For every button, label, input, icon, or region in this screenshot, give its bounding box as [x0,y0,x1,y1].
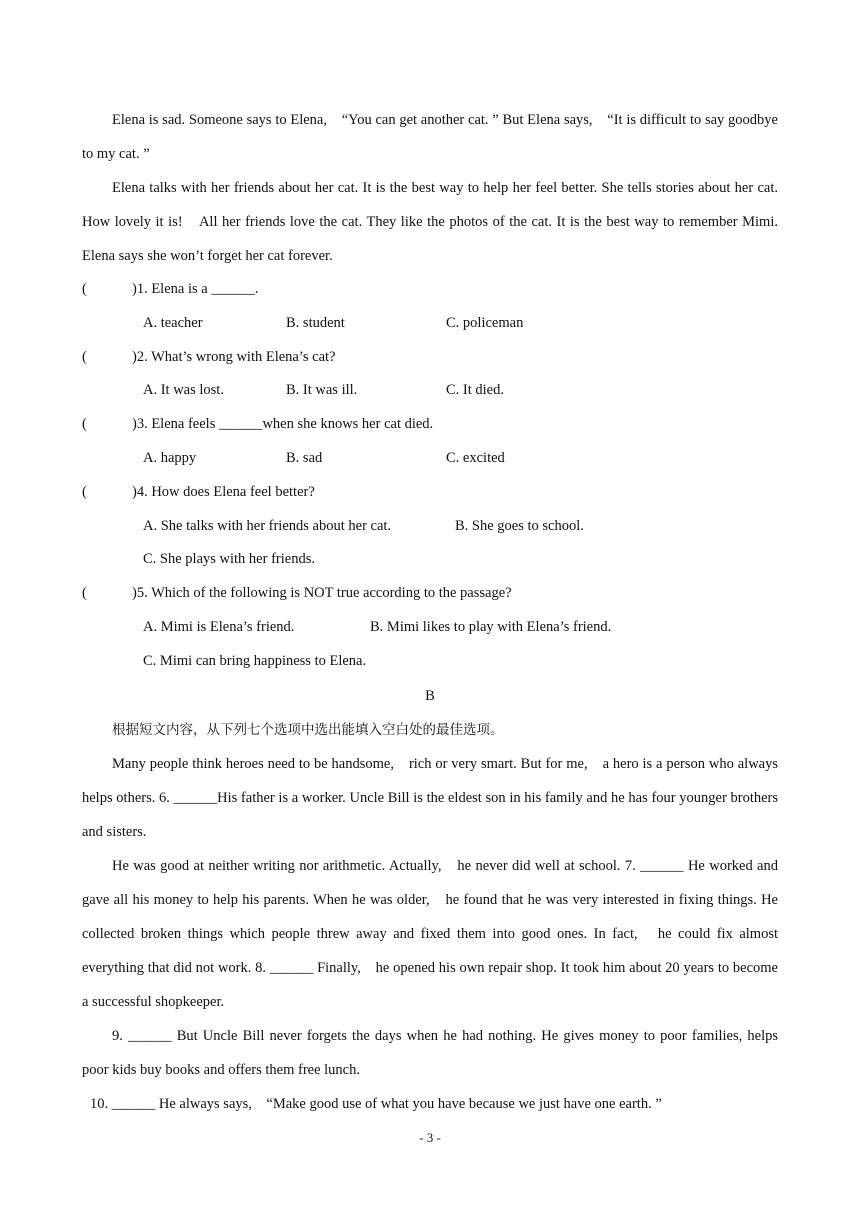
question-2-options [82,374,778,408]
option-c: C. excited [446,449,505,466]
question-1 [82,273,778,307]
section-b-paragraph-3: 9. ______ But Uncle Bill never forgets the days when he had nothing. He gives money to poor families, helps poor kids buy books and offers them free lunch. [82,1027,778,1078]
question-2 [82,341,778,375]
answer-paren: ( [82,281,87,297]
question-1-options [82,307,778,341]
section-b-paragraph-4: 10. ______ He always says, “Make good use of what you have because we just have one earth. ” [90,1095,662,1112]
question-stem: )5. Which of the following is NOT true according to the passage? [132,585,512,602]
answer-paren: ( [82,585,87,602]
option-a: A. She talks with her friends about her cat. [143,517,392,534]
option-b: B. student [286,314,345,331]
option-b: B. Mimi likes to play with Elena’s friend. [370,618,612,635]
question-3 [82,408,778,442]
option-c: C. Mimi can bring happiness to Elena. [143,652,367,669]
option-c: C. It died. [446,382,504,399]
question-stem: )3. Elena feels ______when she knows her cat died. [132,416,434,433]
section-b-paragraph-2: He was good at neither writing nor arithmetic. Actually, he never did well at school. 7. ______ He worked and gave all his money to help his parents. When he was older, he found that he was very interested in fixing things. He collected broken things which people threw away and fixed them into good ones. In fact, he could fix almost everything that did not work. 8. ______ Finally, he opened his own repair shop. It took him about 20 years to become a successful shopkeeper. [82,857,778,1010]
option-b: B. sad [286,449,323,466]
section-b-heading: B [425,687,435,704]
passage-a-paragraph-2: Elena talks with her friends about her cat. It is the best way to help her feel better. She tells stories about her cat. How lovely it is! All her friends love the cat. They like the photos of the cat. It is the best way to remember Mimi. Elena says she won’t forget her cat forever. [82,180,778,264]
section-b-paragraph-1: Many people think heroes need to be handsome, rich or very smart. But for me, a hero is a person who always helps others. 6. ______His father is a worker. Uncle Bill is the eldest son in his family and he has four younger brothers and sisters. [82,755,778,840]
question-3-options [82,442,778,476]
option-a: A. happy [143,449,197,466]
option-b: B. It was ill. [286,382,358,399]
question-4-options-row-1 [82,510,778,544]
option-c: C. She plays with her friends. [143,551,315,568]
question-5 [82,577,778,611]
answer-paren: ( [82,483,87,500]
option-c: C. policeman [446,314,524,331]
question-4 [82,476,778,510]
page-number: - 3 - [419,1130,441,1145]
question-5-options-row-2 [82,645,778,679]
question-5-options-row-1 [82,611,778,645]
option-a: A. teacher [143,314,203,331]
question-4-options-row-2 [82,543,778,577]
question-stem: )2. What’s wrong with Elena’s cat? [132,348,336,365]
section-b-instruction: 根据短文内容，从下列七个选项中选出能填入空白处的最佳选项。 [112,721,504,738]
answer-paren: ( [82,416,87,433]
option-b: B. She goes to school. [455,517,584,534]
question-stem: )4. How does Elena feel better? [132,483,315,500]
option-a: A. Mimi is Elena’s friend. [143,618,295,635]
question-stem: )1. Elena is a ______. [132,281,259,297]
answer-paren: ( [82,348,87,365]
option-a: A. It was lost. [143,382,224,399]
document-content [82,103,778,1121]
passage-a-paragraph-1: Elena is sad. Someone says to Elena, “You can get another cat. ” But Elena says, “It is difficult to say goodbye to my cat. ” [82,112,778,162]
